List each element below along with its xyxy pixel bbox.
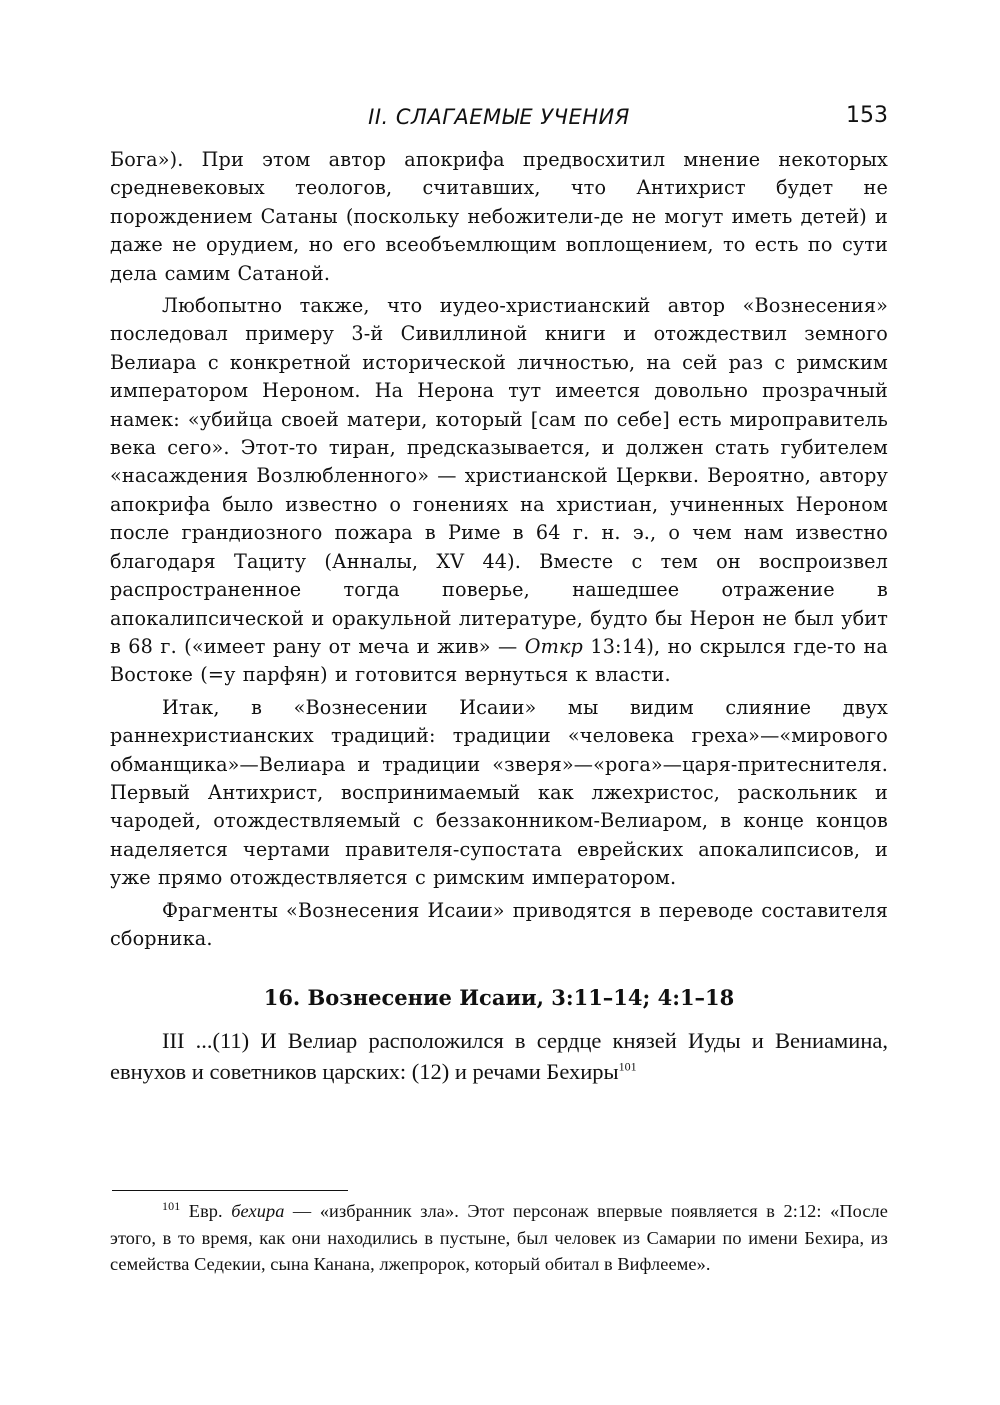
footnote-term: бехира: [231, 1201, 285, 1221]
footnote-text: — «избранник зла». Этот персонаж впервые появляется в 2:12: «После этого, в то время, как они находились в пустыне, был человек из Самарии по имени Бехира, из семейства Седекии, сына Канана, лжепророк, который обитал в Вифлееме».: [110, 1201, 888, 1274]
paragraph-nero-text-a: Любопытно также, что иудео-христианский автор «Вознесения» последовал примеру 3-й Сивиллиной книги и отождествил земного Велиара с конкретной исторической личностью, на сей раз с римским императором Нероном. На Нерона тут имеется довольно прозрачный намек: «убийца своей матери, который [сам по себе] есть мироправитель века сего». Этот-то тиран, предсказывается, и должен стать губителем «насаждения Возлюбленного» — христианской Церкви. Вероятно, автору апокрифа было известно о гонениях на христиан, учиненных Нероном после грандиозного пожара в Риме в 64 г. н. э., о чем нам известно благодаря Тациту (Анналы, XV 44). Вместе с тем он воспроизвел распространенное тогда поверье, нашедшее отражение в апокалипсической и оракульной литературе, будто бы Нерон не был убит в 68 г. («имеет рану от меча и жив» —: [110, 294, 888, 658]
paragraph-nero-text-b: 13:14), но скрылся где-то на Востоке (=у парфян) и готовится вернуться к власти.: [110, 634, 889, 687]
source-text: [110, 1025, 888, 1087]
source-text-body: III ...(11) И Велиар расположился в сердце князей Иуды и Вениамина, евнухов и советников царских: (12) и речами Бехиры: [110, 1028, 888, 1085]
footnote-lead: Евр.: [180, 1201, 232, 1221]
footnote: [110, 1198, 888, 1278]
footnote-reference: 101: [618, 1059, 637, 1074]
scripture-reference: Откр: [524, 634, 583, 658]
running-header: [110, 103, 888, 135]
page-number: 153: [846, 103, 888, 128]
chapter-running-title: II. СЛАГАЕМЫЕ УЧЕНИЯ: [368, 105, 630, 129]
paragraph-traditions: Итак, в «Вознесении Исаии» мы видим слияние двух раннехристианских традиций: традиции «человека греха»—«мирового обманщика»—Велиара и традиции «зверя»—«рога»—царя-притеснителя. Первый Антихрист, воспринимаемый как лжехристос, раскольник и чародей, отождествляемый с беззаконником-Велиаром, в конце концов наделяется чертами правителя-супостата еврейских апокалипсисов, и уже прямо отождествляется с римским императором.: [110, 695, 888, 890]
paragraph-continuation: Бога»). При этом автор апокрифа предвосхитил мнение некоторых средневековых теологов, считавших, что Антихрист будет не порождением Сатаны (поскольку небожители-де не могут иметь детей) и даже не орудием, но его всеобъемлющим воплощением, то есть по сути дела самим Сатаной.: [110, 148, 888, 285]
footnote-marker: 101: [162, 1198, 181, 1213]
paragraph-fragments-note: Фрагменты «Вознесения Исаии» приводятся в переводе составителя сборника.: [110, 898, 888, 950]
main-text: [110, 146, 888, 1087]
section-heading: 16. Вознесение Исаии, 3:11–14; 4:1–18: [263, 985, 735, 1011]
footnote-divider: [112, 1190, 348, 1191]
paragraph-nero: [110, 292, 888, 690]
